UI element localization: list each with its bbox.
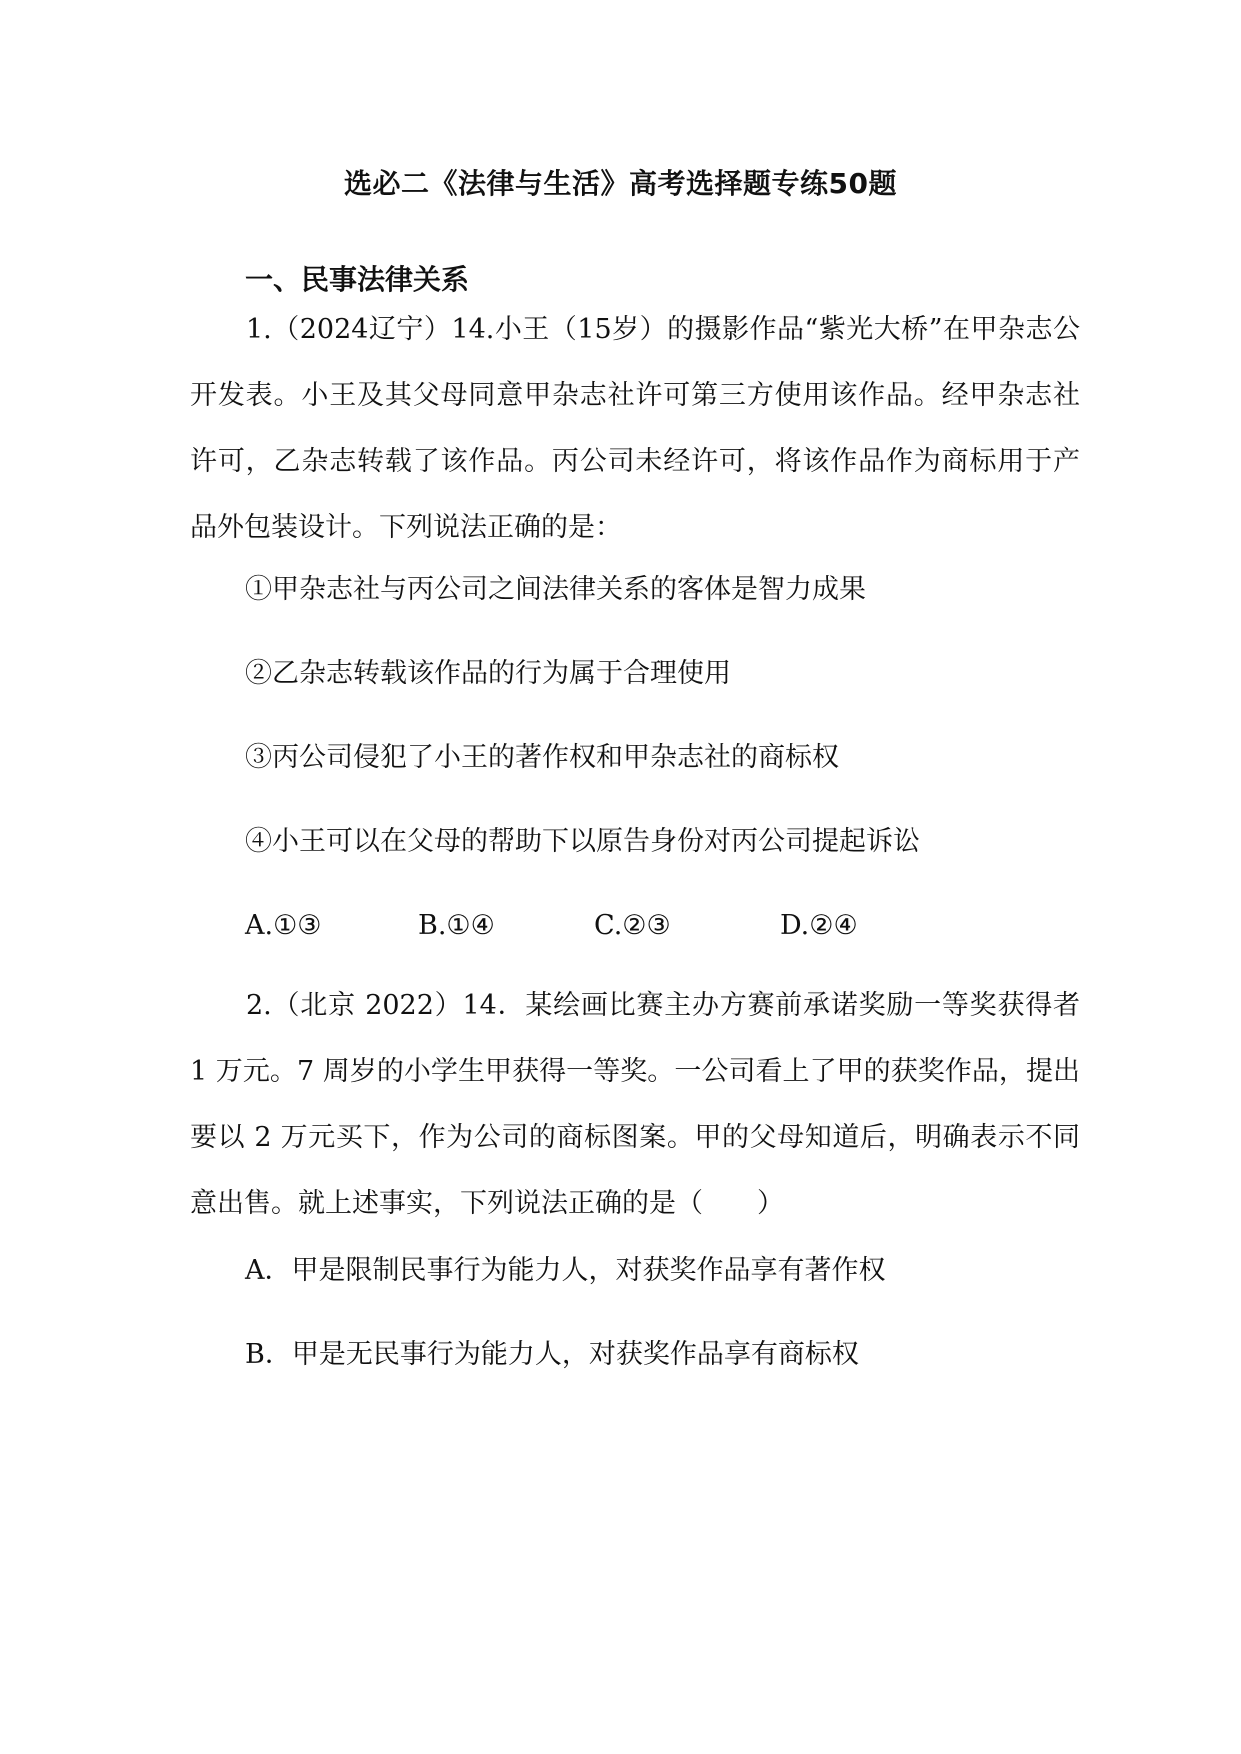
question-1-option-a: A.①③ — [245, 910, 322, 941]
question-1-item-2: ②乙杂志转载该作品的行为属于合理使用 — [245, 658, 731, 689]
question-1-item-1: ①甲杂志社与丙公司之间法律关系的客体是智力成果 — [245, 574, 866, 605]
question-1-stem: 1.（2024辽宁）14.小王（15岁）的摄影作品“紫光大桥”在甲杂志公开发表。小王及其父母同意甲杂志社许可第三方使用该作品。经甲杂志社许可，乙杂志转载了该作品。丙公司未经许可，将该作品作为商标用于产品外包装设计。下列说法正确的是： — [190, 314, 1080, 543]
question-1-option-b: B.①④ — [418, 910, 495, 941]
question-1-item-3: ③丙公司侵犯了小王的著作权和甲杂志社的商标权 — [245, 742, 839, 773]
section-heading-civil-legal-relations: 一、民事法律关系 — [245, 263, 470, 296]
document-title: 选必二《法律与生活》高考选择题专练50题 — [344, 167, 897, 200]
question-1-option-c: C.②③ — [594, 910, 671, 941]
question-1-item-4: ④小王可以在父母的帮助下以原告身份对丙公司提起诉讼 — [245, 826, 920, 857]
question-2-stem: 2.（北京 2022）14．某绘画比赛主办方赛前承诺奖励一等奖获得者 1 万元。7 周岁的小学生甲获得一等奖。一公司看上了甲的获奖作品，提出要以 2 万元买下，作为公司的商标图案。甲的父母知道后，明确表示不同意出售。就上述事实，下列说法正确的是（ ） — [190, 990, 1080, 1219]
question-2-option-a: A．甲是限制民事行为能力人，对获奖作品享有著作权 — [245, 1255, 886, 1286]
question-2-option-b: B．甲是无民事行为能力人，对获奖作品享有商标权 — [245, 1339, 859, 1370]
question-1-option-d: D.②④ — [780, 910, 858, 941]
